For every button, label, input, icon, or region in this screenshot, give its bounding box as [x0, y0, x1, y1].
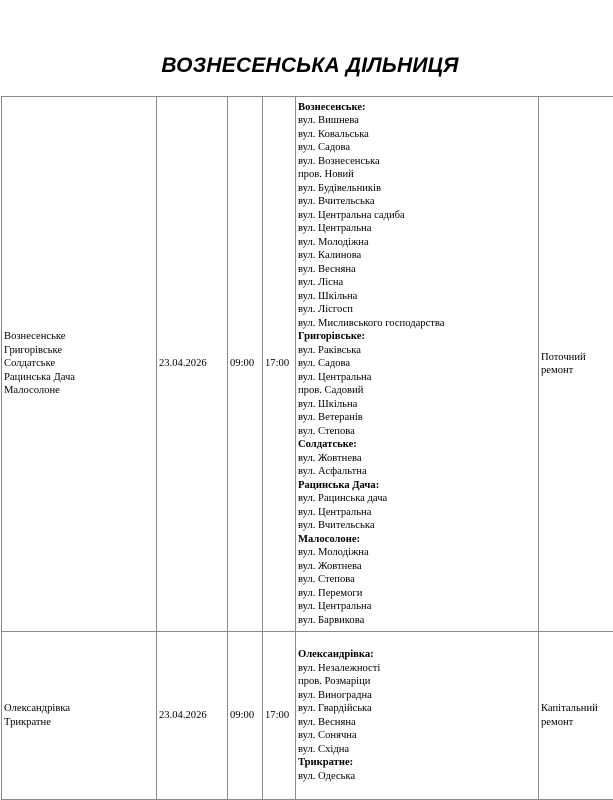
- street-item: вул. Рацинська дача: [298, 493, 388, 505]
- table-row: [2, 632, 613, 800]
- street-item: вул. Ковальська: [298, 128, 369, 140]
- street-item: вул. Східна: [298, 743, 350, 755]
- repair-type-word: ремонт: [541, 365, 574, 376]
- street-item: вул. Лісгосп: [298, 304, 353, 316]
- street-item: вул. Жовтнева: [298, 452, 362, 464]
- street-item: вул. Весняна: [298, 263, 356, 275]
- street-item: вул. Виноградна: [298, 689, 372, 701]
- repair-type-cell: [539, 632, 613, 800]
- village-heading: Вознесенське:: [298, 101, 366, 113]
- village-heading: Трикратне:: [298, 757, 354, 768]
- streets-cell: [296, 632, 539, 800]
- settlements-cell: [2, 97, 157, 632]
- street-item: вул. Степова: [298, 574, 355, 586]
- street-item: пров. Новий: [298, 169, 354, 181]
- repair-type-word: ремонт: [541, 716, 574, 728]
- street-item: вул. Садова: [298, 358, 351, 370]
- street-item: вул. Ветеранів: [298, 412, 363, 424]
- settlement-name: Трикратне: [4, 716, 51, 728]
- street-item: вул. Шкільна: [298, 398, 358, 410]
- street-item: вул. Центральна: [298, 601, 372, 613]
- street-item: вул. Одеська: [298, 770, 356, 782]
- street-item: вул. Молодіжна: [298, 547, 369, 559]
- street-item: вул. Шкільна: [298, 290, 358, 302]
- street-item: вул. Будівельників: [298, 182, 382, 194]
- table-row: [2, 97, 613, 632]
- page-title: ВОЗНЕСЕНСЬКА ДІЛЬНИЦЯ: [161, 54, 459, 77]
- street-item: вул. Степова: [298, 425, 355, 437]
- street-item: вул. Молодіжна: [298, 236, 369, 248]
- start-time-cell: 09:00: [228, 632, 263, 800]
- repair-type-word: Поточний: [541, 351, 586, 363]
- street-item: вул. Асфальтна: [298, 466, 367, 478]
- street-item: вул. Центральна: [298, 371, 372, 383]
- settlement-name: Олександрівка: [4, 703, 71, 714]
- street-item: вул. Сонячна: [298, 730, 357, 741]
- village-heading: Олександрівка:: [298, 649, 374, 660]
- street-item: вул. Центральна садиба: [298, 209, 405, 221]
- repair-type-cell: [539, 97, 613, 632]
- street-item: пров. Розмаріци: [298, 676, 371, 687]
- street-item: вул. Весняна: [298, 716, 356, 728]
- outage-schedule-table: [1, 96, 613, 800]
- settlement-name: Солдатське: [4, 358, 56, 370]
- street-item: вул. Мисливського господарства: [298, 317, 445, 329]
- date-cell: 23.04.2026: [157, 632, 228, 800]
- street-item: вул. Жовтнева: [298, 560, 362, 572]
- street-item: вул. Центральна: [298, 223, 372, 235]
- street-item: вул. Вчительська: [298, 196, 375, 208]
- settlements-cell: [2, 632, 157, 800]
- street-item: пров. Садовий: [298, 385, 364, 397]
- street-item: вул. Незалежності: [298, 662, 381, 674]
- street-item: вул. Центральна: [298, 506, 372, 518]
- village-heading: Григорівське:: [298, 331, 365, 343]
- end-time-cell: 17:00: [263, 97, 296, 632]
- start-time-cell: 09:00: [228, 97, 263, 632]
- street-item: вул. Вознесенська: [298, 155, 380, 167]
- repair-type-word: Капітальний: [541, 703, 598, 714]
- street-item: вул. Вишнева: [298, 115, 359, 127]
- street-item: вул. Раківська: [298, 344, 361, 356]
- streets-cell: [296, 97, 539, 632]
- settlement-name: Вознесенське: [4, 331, 66, 343]
- village-heading: Солдатське:: [298, 439, 357, 451]
- village-heading: Рацинська Дача:: [298, 479, 380, 491]
- street-item: вул. Калинова: [298, 250, 362, 262]
- street-item: вул. Барвикова: [298, 614, 365, 626]
- settlement-name: Рацинська Дача: [4, 371, 76, 383]
- end-time-cell: 17:00: [263, 632, 296, 800]
- street-item: вул. Вчительська: [298, 520, 375, 532]
- settlement-name: Григорівське: [4, 344, 63, 356]
- date-cell: 23.04.2026: [157, 97, 228, 632]
- settlement-name: Малосолоне: [4, 385, 60, 397]
- street-item: вул. Лісна: [298, 277, 344, 289]
- street-item: вул. Садова: [298, 142, 351, 154]
- street-item: вул. Перемоги: [298, 587, 363, 599]
- street-item: вул. Гвардійська: [298, 703, 372, 714]
- village-heading: Малосолоне:: [298, 533, 361, 545]
